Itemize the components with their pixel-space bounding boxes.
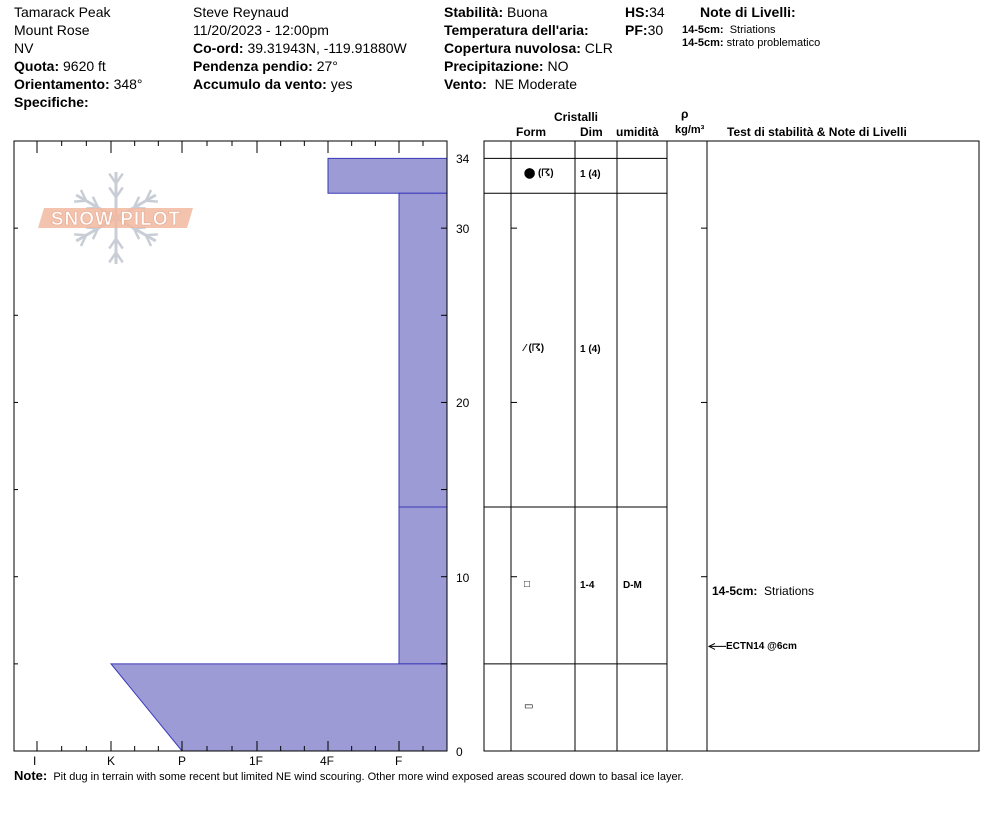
wind-value: NE Moderate bbox=[494, 76, 578, 92]
hs-value: 34 bbox=[649, 4, 665, 20]
layer-note-depth: 14-5cm: bbox=[682, 24, 724, 36]
mountain-range: Mount Rose bbox=[14, 22, 90, 38]
chart-frame bbox=[14, 141, 447, 751]
density-symbol: ρ bbox=[681, 107, 689, 121]
hardness-layer-bar bbox=[111, 664, 447, 751]
layer-size: 1 (4) bbox=[580, 344, 601, 355]
snowpilot-logo bbox=[38, 172, 193, 264]
x-tick-label: 1F bbox=[249, 754, 264, 768]
layer-table-lines bbox=[484, 141, 707, 751]
wind-loading-label: Accumulo da vento: bbox=[193, 76, 327, 92]
stability-test-arrow bbox=[709, 643, 726, 649]
layer-table-frame bbox=[484, 141, 979, 751]
layer-form: ⬤ (☈) bbox=[524, 168, 554, 179]
sky-label: Copertura nuvolosa: bbox=[444, 40, 581, 56]
table-layer-note-depth: 14-5cm: bbox=[712, 584, 758, 598]
layer-note-text: strato problematico bbox=[726, 37, 821, 49]
moisture-header: umidità bbox=[616, 125, 659, 139]
sky-value: CLR bbox=[584, 40, 613, 56]
slope-label: Pendenza pendio: bbox=[193, 58, 313, 74]
snowflake-branch bbox=[146, 201, 158, 202]
chart-ticks bbox=[14, 141, 447, 751]
y-tick-label: 34 bbox=[456, 152, 470, 167]
y-tick-label: 10 bbox=[456, 570, 470, 585]
layer-notes-title: Note di Livelli: bbox=[700, 4, 796, 20]
wind-label: Vento: bbox=[444, 76, 487, 92]
snowflake-branch bbox=[146, 234, 158, 235]
table-layer-note bbox=[712, 583, 814, 600]
layer-size: 1-4 bbox=[580, 580, 595, 591]
footer-note bbox=[14, 767, 684, 786]
elevation-label: Quota: bbox=[14, 58, 60, 74]
elevation-value: 9620 ft bbox=[63, 58, 106, 74]
layer-note-depth: 14-5cm: bbox=[682, 37, 724, 49]
slope-value: 27° bbox=[316, 58, 338, 74]
stability-label: Stabilità: bbox=[444, 4, 504, 20]
layer-form: ⁄ (☈) bbox=[524, 343, 545, 354]
hardness-layer-bar bbox=[328, 158, 447, 193]
observer: Steve Reynaud bbox=[193, 4, 289, 20]
x-tick-label: F bbox=[395, 754, 403, 768]
hardness-layer-bar bbox=[399, 193, 447, 507]
coords-value: 39.31943N, -119.91880W bbox=[247, 40, 407, 56]
y-tick-label: 0 bbox=[456, 745, 463, 759]
location: Tamarack Peak bbox=[14, 4, 111, 20]
logo-text: SNOW PILOT bbox=[50, 209, 182, 230]
coords-label: Co-ord: bbox=[193, 40, 244, 56]
hardness-profile bbox=[111, 158, 447, 751]
pf-value: 30 bbox=[647, 22, 664, 38]
aspect-label: Orientamento: bbox=[14, 76, 110, 92]
pf-label: PF: bbox=[625, 22, 648, 38]
specifics-label: Specifiche: bbox=[14, 94, 89, 110]
precip-label: Precipitazione: bbox=[444, 58, 544, 74]
wind-loading-value: yes bbox=[330, 76, 353, 92]
stability-value: Buona bbox=[507, 4, 548, 20]
layer-form: ▭ bbox=[524, 701, 534, 712]
x-tick-label: K bbox=[107, 754, 116, 768]
datetime: 11/20/2023 - 12:00pm bbox=[193, 22, 329, 38]
y-tick-label: 20 bbox=[456, 396, 470, 411]
density-unit: kg/m³ bbox=[675, 124, 705, 136]
state: NV bbox=[14, 40, 34, 56]
aspect-value: 348° bbox=[113, 76, 143, 92]
size-header: Dim bbox=[580, 125, 603, 139]
x-tick-label: P bbox=[178, 754, 187, 768]
hs-label: HS: bbox=[625, 4, 650, 20]
x-tick-label: 4F bbox=[320, 754, 335, 768]
air-temp-label: Temperatura dell'aria: bbox=[444, 22, 589, 38]
layer-size: 1 (4) bbox=[580, 169, 601, 180]
note-label: Note: bbox=[14, 768, 48, 783]
x-tick-label: I bbox=[33, 754, 37, 768]
layer-form: □ bbox=[524, 579, 531, 590]
precip-value: NO bbox=[547, 58, 569, 74]
snowflake-branch bbox=[74, 201, 86, 202]
note-text: Pit dug in terrain with some recent but limited NE wind scouring. Other more wind exposed areas scoured down to basal ice layer. bbox=[53, 771, 684, 783]
test-result: ECTN14 @6cm bbox=[726, 641, 797, 652]
tests-header: Test di stabilità & Note di Livelli bbox=[727, 125, 907, 139]
snowflake-branch bbox=[74, 234, 86, 235]
y-tick-label: 30 bbox=[456, 222, 470, 237]
form-header: Form bbox=[516, 125, 546, 139]
layer-note-text: Striations bbox=[729, 24, 776, 36]
crystals-header: Cristalli bbox=[554, 110, 599, 124]
hardness-layer-bar bbox=[399, 507, 447, 664]
table-layer-note-text: Striations bbox=[764, 584, 815, 598]
layer-moisture: D-M bbox=[623, 580, 642, 591]
